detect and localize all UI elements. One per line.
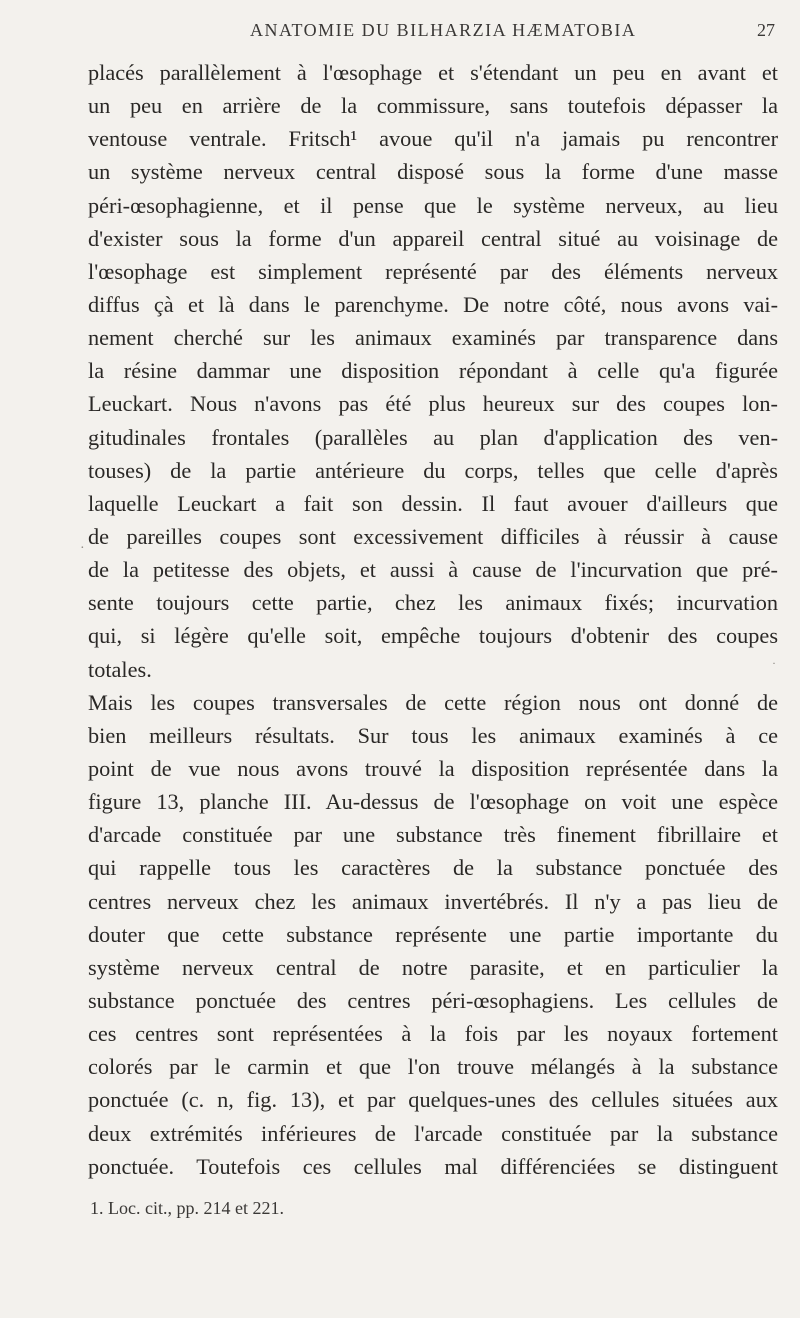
text-line: gitudinales frontales (parallèles au plan d'application des ven- [88,424,778,450]
text-line: ponctuée (c. n, fig. 13), et par quelques-unes des cellules situées aux [88,1087,778,1113]
text-line: qui, si légère qu'elle soit, empêche toujours d'obtenir des coupes [88,623,778,649]
text-line: ces centres sont représentées à la fois par les noyaux fortement [88,1021,778,1047]
text-line: un système nerveux central disposé sous la forme d'une masse [88,159,778,185]
text-line: diffus çà et là dans le parenchyme. De notre côté, nous avons vai- [88,291,778,317]
text-line: colorés par le carmin et que l'on trouve mélangés à la substance [88,1054,778,1080]
text-line: laquelle Leuckart a fait son dessin. Il faut avouer d'ailleurs que [88,490,778,516]
text-line: système nerveux central de notre parasite, et en particulier la [88,954,778,980]
text-line: de la petitesse des objets, et aussi à cause de l'incurvation que pré- [88,557,778,583]
running-title: ANATOMIE DU BILHARZIA HÆMATOBIA [250,20,637,40]
text-line: Mais les coupes transversales de cette région nous ont donné de [88,689,778,715]
text-line: figure 13, planche III. Au-dessus de l'œsophage on voit une espèce [88,789,778,815]
text-line: bien meilleurs résultats. Sur tous les animaux examinés à ce [88,722,778,748]
margin-mark: · [772,656,776,670]
text-line: douter que cette substance représente une partie importante du [88,921,778,947]
body-text [88,56,778,1183]
text-line: deux extrémités inférieures de l'arcade constituée par la substance [88,1120,778,1146]
text-line: l'œsophage est simplement représenté par des éléments nerveux [88,258,778,284]
text-line: nement cherché sur les animaux examinés par transparence dans [88,325,778,351]
text-line: totales. [88,656,152,682]
text-line: ventouse ventrale. Fritsch¹ avoue qu'il n'a jamais pu rencontrer [88,126,778,152]
text-line: touses) de la partie antérieure du corps, telles que celle d'après [88,457,778,483]
text-line: placés parallèlement à l'œsophage et s'étendant un peu en avant et [88,60,778,85]
text-line: de pareilles coupes sont excessivement difficiles à réussir à cause [88,523,778,549]
text-line: centres nerveux chez les animaux invertébrés. Il n'y a pas lieu de [88,888,778,914]
text-line: qui rappelle tous les caractères de la substance ponctuée des [88,855,778,881]
text-line: un peu en arrière de la commissure, sans toutefois dépasser la [88,93,778,119]
page-number: 27 [757,20,775,40]
text-line: ponctuée. Toutefois ces cellules mal différenciées se distinguent [88,1153,778,1179]
text-line: la résine dammar une disposition répondant à celle qu'a figurée [88,358,778,384]
text-line: point de vue nous avons trouvé la disposition représentée dans la [88,755,778,781]
margin-mark: · [80,541,85,556]
text-line: Leuckart. Nous n'avons pas été plus heureux sur des coupes lon- [88,391,778,417]
text-line: d'arcade constituée par une substance très finement fibrillaire et [88,822,778,848]
text-line: substance ponctuée des centres péri-œsophagiens. Les cellules de [88,987,778,1013]
footnote: 1. Loc. cit., pp. 214 et 221. [90,1198,284,1218]
text-line: sente toujours cette partie, chez les animaux fixés; incurvation [88,590,778,616]
text-line: d'exister sous la forme d'un appareil central situé au voisinage de [88,225,778,251]
text-line: péri-œsophagienne, et il pense que le système nerveux, au lieu [88,192,778,218]
